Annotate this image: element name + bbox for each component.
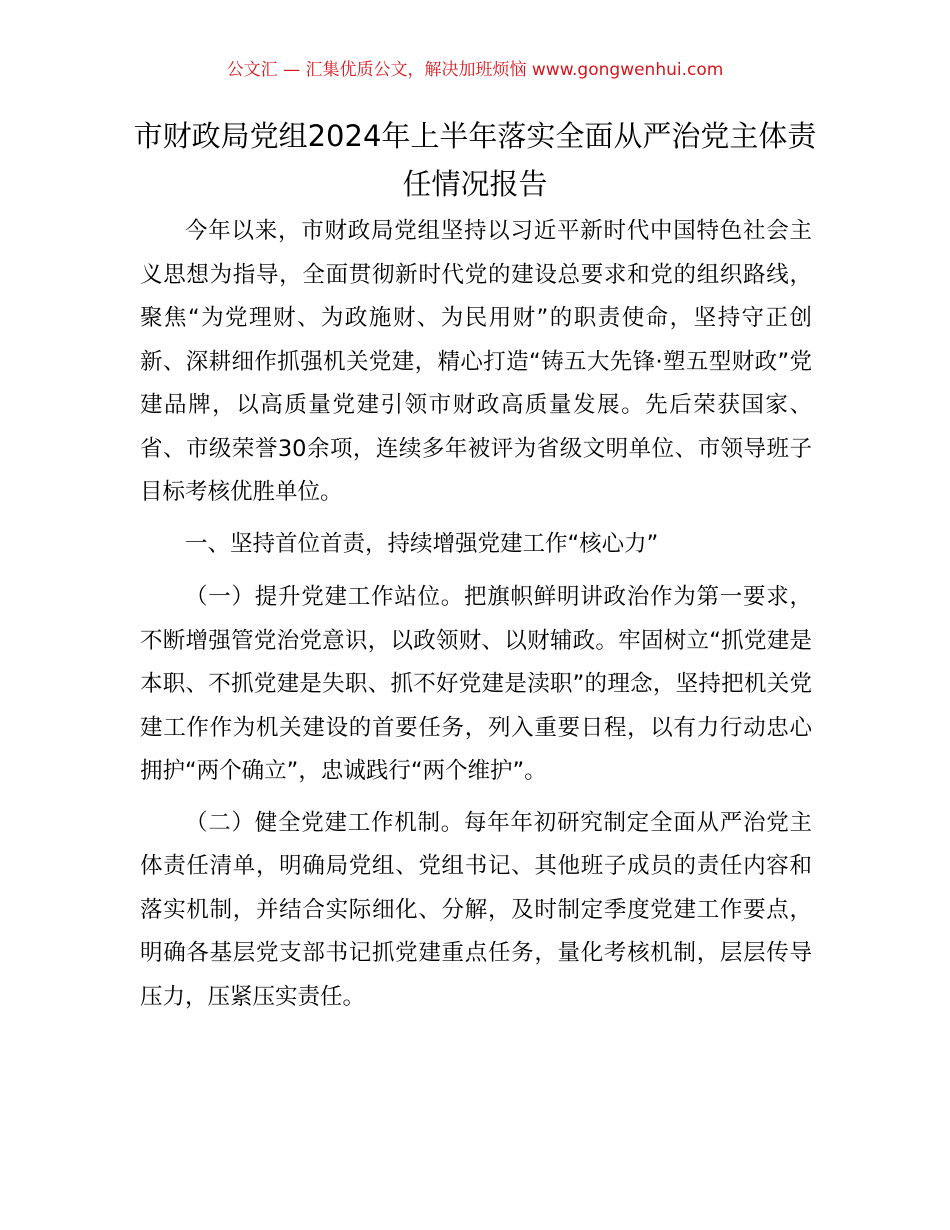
intro-paragraph: 今年以来，市财政局党组坚持以习近平新时代中国特色社会主义思想为指导，全面贯彻新时代党的建设总要求和党的组织路线，聚焦“为党理财、为政施财、为民用财”的职责使命，坚持守正创新、深耕细作抓强机关党建，精心打造“铸五大先锋·塑五型财政”党建品牌，以高质量党建引领市财政高质量发展。先后荣获国家、省、市级荣誉30余项，连续多年被评为省级文明单位、市领导班子目标考核优胜单位。: [140, 218, 812, 505]
subsection-paragraph: （一）提升党建工作站位。把旗帜鲜明讲政治作为第一要求，不断增强管党治党意识，以政领财、以财辅政。牢固树立“抓党建是本职、不抓党建是失职、抓不好党建是渎职”的理念，坚持把机关党建工作作为机关建设的首要任务，列入重要日程，以有力行动忠心拥护“两个确立”，忠诚践行“两个维护”。: [140, 584, 812, 784]
site-banner: 公文汇 — 汇集优质公文，解决加班烦恼 www.gongwenhui.com: [226, 60, 724, 80]
document-body: [140, 210, 812, 1027]
document-title: 市财政局党组2024年上半年落实全面从严治党主体责任情况报告: [133, 119, 817, 201]
subsection-paragraph: （二）健全党建工作机制。每年年初研究制定全面从严治党主体责任清单，明确局党组、党组书记、其他班子成员的责任内容和落实机制，并结合实际细化、分解，及时制定季度党建工作要点，明确各基层党支部书记抓党建重点任务，量化考核机制，层层传导压力，压紧压实责任。: [140, 809, 812, 1010]
section-heading: 一、坚持首位首责，持续增强党建工作“核心力”: [185, 530, 659, 557]
